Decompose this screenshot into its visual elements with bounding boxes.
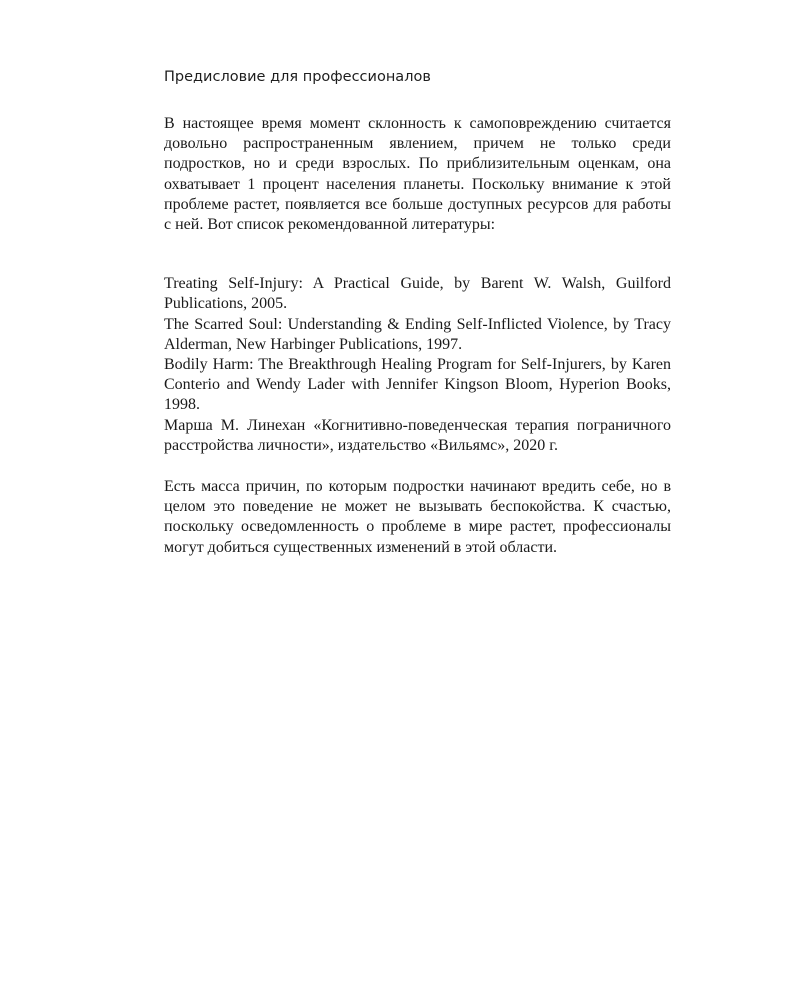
reference-list <box>164 274 671 456</box>
section-heading: Предисловие для профессионалов <box>164 69 431 85</box>
reference-item: Bodily Harm: The Breakthrough Healing Program for Self-Injurers, by Karen Conterio and Wendy Lader with Jennifer Kingson Bloom, Hyperion Books, 1998. <box>164 356 671 414</box>
intro-paragraph: В настоящее время момент склонность к самоповреждению считается довольно распространенным явлением, причем не только среди подростков, но и среди взрослых. По приблизительным оценкам, она охватывает 1 процент населения планеты. Поскольку внимание к этой проблеме растет, появляется все больше доступных ресурсов для работы с ней. Вот список рекомендованной литературы: <box>164 115 671 234</box>
reference-item: The Scarred Soul: Understanding & Ending Self-Inflicted Violence, by Tracy Alderman, New Harbinger Publications, 1997. <box>164 315 671 353</box>
page-body <box>164 66 671 558</box>
reference-item: Treating Self-Injury: A Practical Guide, by Barent W. Walsh, Guilford Publications, 2005. <box>164 275 671 313</box>
closing-paragraph: Есть масса причин, по которым подростки начинают вредить себе, но в целом это поведение не может не вызывать беспокойства. К счастью, поскольку осведомленность о проблеме в мире растет, профессионалы могут добиться существенных изменений в этой области. <box>164 478 671 556</box>
reference-item: Марша М. Линехан «Когнитивно-поведенческая терапия пограничного расстройства личности», издательство «Вильямс», 2020 г. <box>164 416 671 454</box>
